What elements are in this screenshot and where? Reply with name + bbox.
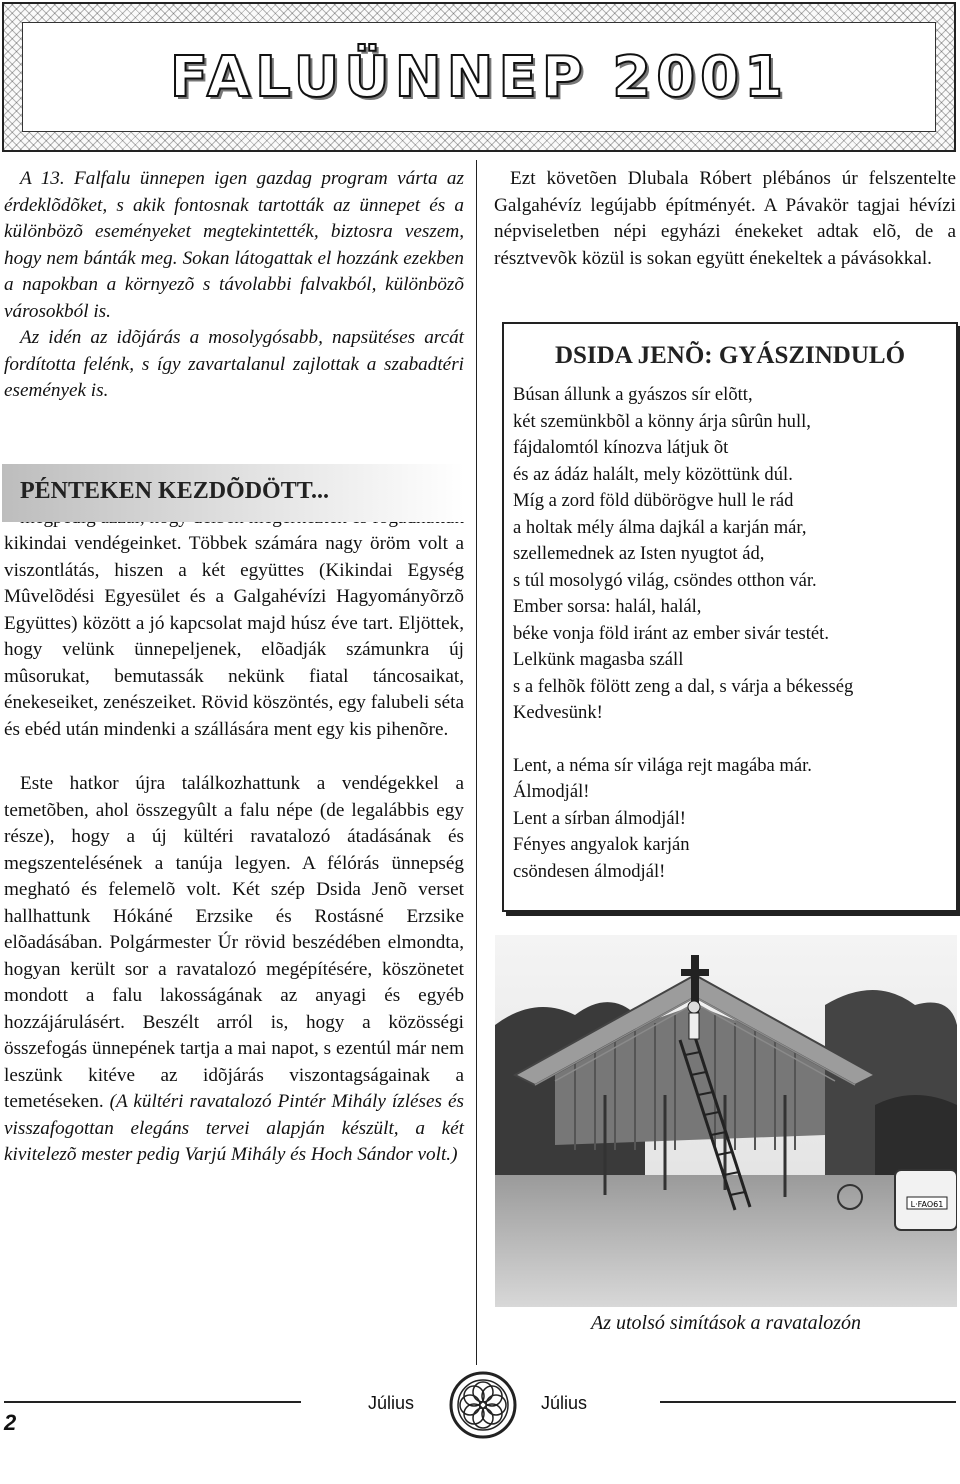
header-title-box (22, 22, 936, 132)
right-column (494, 166, 956, 272)
page-number: 2 (4, 1410, 17, 1435)
footer-month-right: Július (541, 1393, 588, 1413)
poem-line: Lent a sírban álmodjál! (513, 807, 686, 829)
footer-rule-left (4, 1401, 301, 1403)
poem-line: Búsan állunk a gyászos sír elõtt, (513, 384, 753, 405)
header-banner (2, 2, 956, 152)
architect-note: (A kültéri ravatalozó Pintér Mihály ízléses és visszafogottan elegáns tervei alapján készült, a két kivitelezõ mester pedig Varjú Mihály és Hoch Sándor volt.) (4, 1091, 464, 1165)
poem-title: DSIDA JENÕ: GYÁSZINDULÓ (554, 342, 906, 369)
photo-illustration (495, 935, 957, 1307)
poem-line: Lent, a néma sír világa rejt magába már. (513, 754, 812, 776)
poem-line: két szemünkbõl a könny árja sûrûn hull, (513, 410, 811, 432)
footer-rule-right (660, 1401, 956, 1403)
ornament-logo (448, 1370, 518, 1440)
poem-line: Fényes angyalok karján (513, 834, 690, 855)
poem-line: Álmodjál! (513, 781, 590, 802)
poem-box (502, 322, 958, 912)
poem-line: Kedvesünk! (513, 702, 603, 723)
poem-line: a holtak mély álma dajkál a karján már, (513, 516, 807, 538)
section-heading-band (2, 464, 464, 522)
intro-paragraph: A 13. Falfalu ünnepen igen gazdag program várta az érdeklõdõket, s akik fontosnak tartották az ünnepet és a különbözõ eseményeket megtekintették, biztosra veszem, hogy nem bánták meg. Sokan látogattak el hozzánk ezekben a napokban a környezõ s távolabbi falvakból, különbözõ városokból is. (4, 168, 464, 322)
poem-line: béke vonja föld iránt az ember sivár testét. (513, 622, 829, 644)
footer-month-left: Július (368, 1393, 415, 1413)
poem-line: Lelkünk magasba száll (513, 649, 684, 670)
license-plate: L·FAO61 (910, 1200, 944, 1209)
poem-line: s túl mosolygó világ, csöndes otthon vár. (513, 569, 817, 591)
left-column (4, 166, 464, 1169)
friday-paragraph: kikindai vendégeinket. Többek számára nagy öröm volt a viszontlátás, hiszen a két együttes (Kikindai Egység Mûvelõdési Egyesület és a Galgahévízi Hagyományõrzõ Együttes) között a jó kapcsolat majd húsz éve tart. Eljöttek, hogy velünk ünnepeljenek, elõadják számunkra új mûsorukat, bemutassák nekünk fiatal táncosaikat, énekeseiket, zenészeiket. Rövid köszöntés, egy falubeli séta és ebéd után mindenki a szállására ment egy kis pihenõre. (4, 533, 464, 740)
poem-line: fájdalomtól kínozva látjuk õt (513, 437, 729, 458)
weather-paragraph: Az idén az idõjárás a mosolygósabb, napsütéses arcát fordította felénk, s így zavartalanul zajlottak a szabadtéri események is. (4, 327, 464, 401)
poem-line: Ember sorsa: halál, halál, (513, 596, 702, 617)
poem-line: és az ádáz halált, mely közöttünk dúl. (513, 463, 793, 485)
photo-caption: Az utolsó simítások a ravatalozón (590, 1312, 861, 1334)
poem-stanza-2 (513, 753, 956, 886)
poem-line: csöndesen álmodjál! (513, 860, 666, 882)
section-heading: PÉNTEKEN KEZDÕDÖTT... (20, 478, 329, 504)
poem-line: Míg a zord föld dübörögve hull le rád (513, 490, 794, 511)
poem-stanza-1 (513, 382, 956, 727)
evening-text: Este hatkor újra találkozhattunk a vendégekkel a temetõben, ahol összegyûlt a falu népe (de legalábbis egy része), hogy a új kültéri ravatalozó átadásának és megszentelésének a tanúja legyen. A félórás ünnepség megható és felemelõ volt. Két szép Dsida Jenõ verset hallhattunk Hókáné Erzsike és Rostásné Erzsike elõadásában. Polgármester Úr rövid beszédében elmondta, hogyan került sor a ravatalozó megépítésére, köszönetet mondott a falu lakosságának az anyagi és egyéb hozzájárulásért. Beszélt arról is, hogy a közösségi összefogás ünnepének tartja a mai napot, s ezentúl már nem leszünk kitéve az idõjárás viszontagságainak a temetéseken. (4, 773, 464, 1112)
poem-line: szellemednek az Isten nyugtot ád, (513, 543, 765, 564)
poem-line: s a felhõk fölött zeng a dal, s várja a békesség (513, 675, 854, 697)
page-title: FALUÜNNEP 2001 (169, 45, 789, 110)
evening-paragraph (4, 771, 464, 1169)
funeral-hall-photo (495, 935, 957, 1307)
consecration-paragraph: Ezt követõen Dlubala Róbert plébános úr felszentelte Galgahévíz legújabb építményét. A Pávakör tagjai hévízi népviseletben népi egyházi énekeket adtak elõ, de a résztvevõk közül is sokan együtt énekeltek a pávásokkal. (494, 168, 956, 269)
column-divider (476, 160, 477, 1365)
